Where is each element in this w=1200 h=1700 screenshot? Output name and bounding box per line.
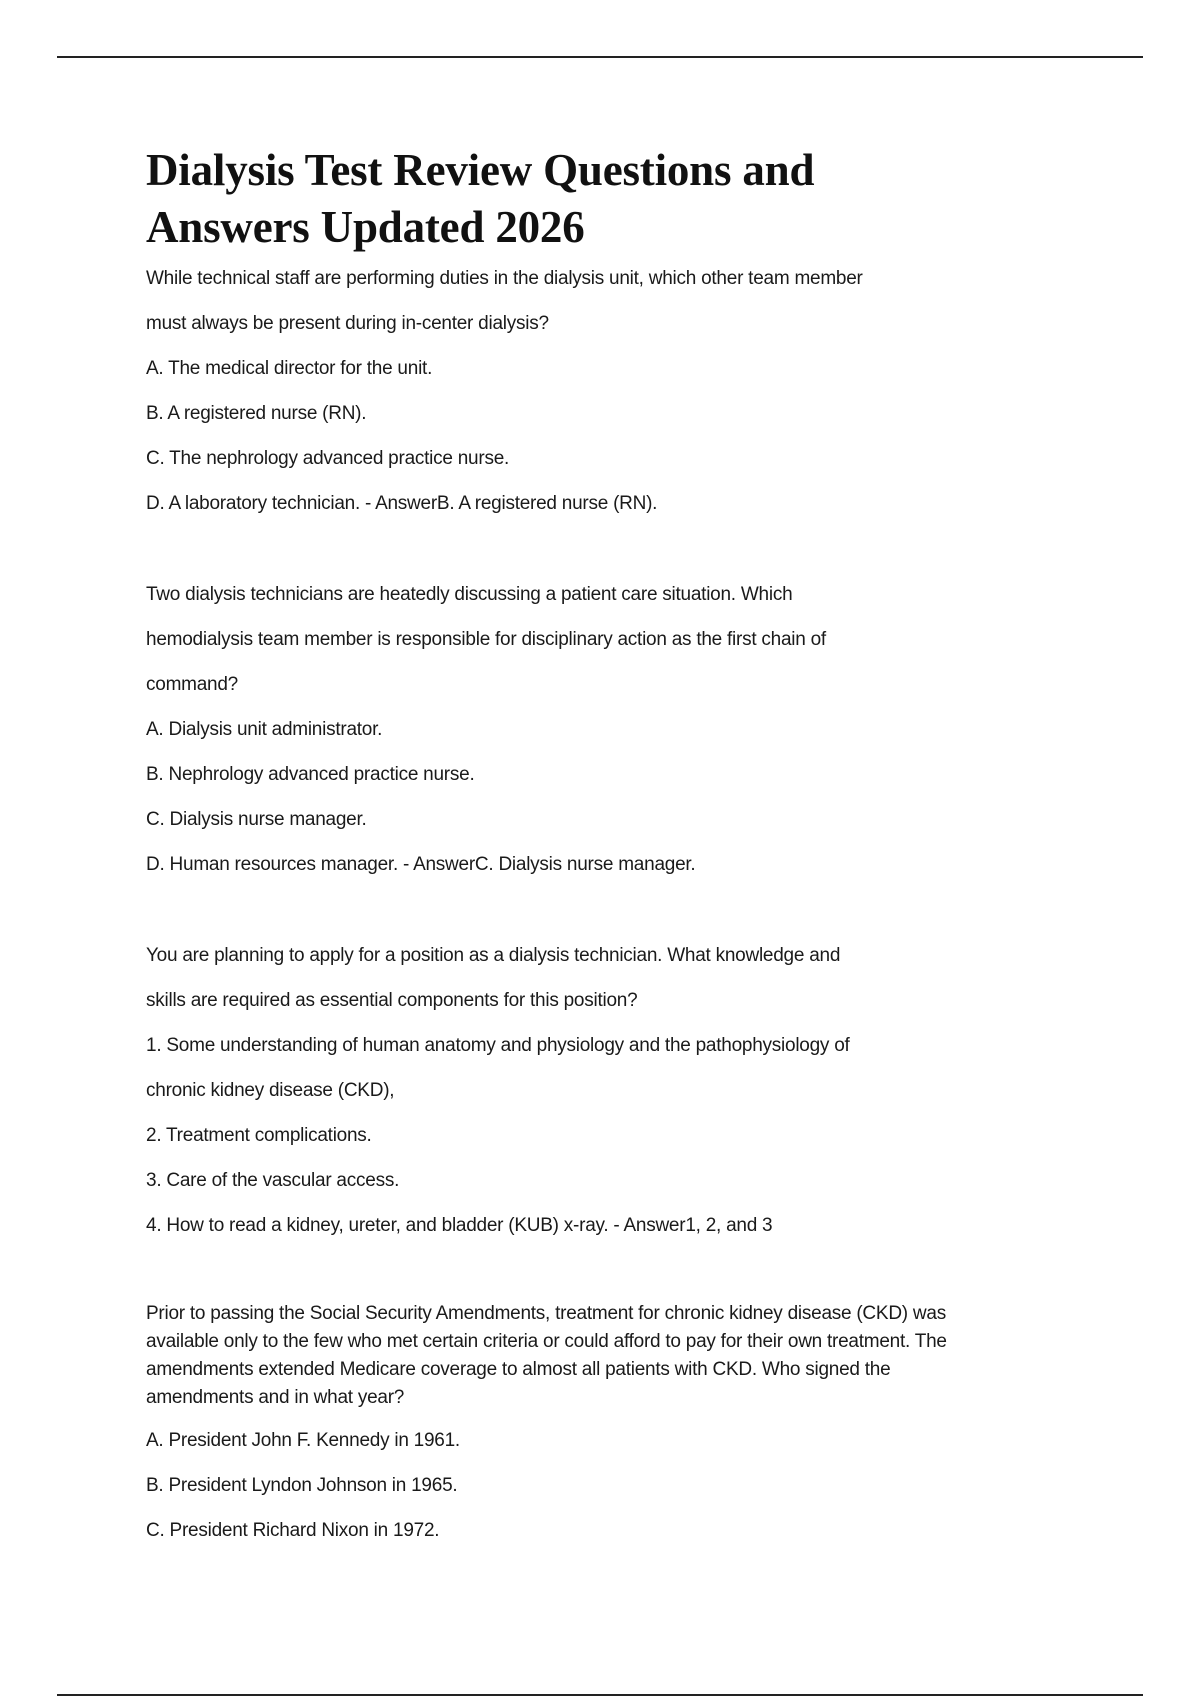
question-3 — [146, 933, 1066, 1248]
question-1 — [146, 256, 1066, 526]
answer-option: D. A laboratory technician. - AnswerB. A registered nurse (RN). — [146, 493, 658, 514]
answer-option: B. President Lyndon Johnson in 1965. — [146, 1475, 458, 1496]
answer-option: 3. Care of the vascular access. — [146, 1170, 400, 1191]
question-stem-line: amendments and in what year? — [146, 1387, 405, 1408]
question-stem-line: hemodialysis team member is responsible for disciplinary action as the first chain of — [146, 629, 826, 650]
answer-option: 2. Treatment complications. — [146, 1125, 372, 1146]
top-rule — [57, 56, 1143, 58]
bottom-rule — [57, 1694, 1143, 1696]
answer-option: C. The nephrology advanced practice nurse. — [146, 448, 510, 469]
question-stem-line: skills are required as essential components for this position? — [146, 990, 638, 1011]
question-stem-line: available only to the few who met certain criteria or could afford to pay for their own treatment. The — [146, 1331, 947, 1352]
document-title — [146, 142, 1066, 256]
document-body — [146, 142, 1066, 1553]
question-2 — [146, 572, 1066, 887]
question-4 — [146, 1294, 1066, 1553]
answer-option: 4. How to read a kidney, ureter, and bladder (KUB) x-ray. - Answer1, 2, and 3 — [146, 1215, 773, 1236]
question-stem-line: must always be present during in-center dialysis? — [146, 313, 549, 334]
answer-option: B. Nephrology advanced practice nurse. — [146, 764, 475, 785]
question-stem-line: While technical staff are performing duties in the dialysis unit, which other team member — [146, 268, 863, 289]
answer-option: A. Dialysis unit administrator. — [146, 719, 383, 740]
question-stem-line: Prior to passing the Social Security Amendments, treatment for chronic kidney disease (CKD) was — [146, 1303, 946, 1324]
title-line-2: Answers Updated 2026 — [146, 202, 585, 252]
title-line-1: Dialysis Test Review Questions and — [146, 145, 815, 195]
question-stem-line: command? — [146, 674, 238, 695]
answer-option: chronic kidney disease (CKD), — [146, 1080, 395, 1101]
answer-option: 1. Some understanding of human anatomy and physiology and the pathophysiology of — [146, 1035, 850, 1056]
question-stem-line: Two dialysis technicians are heatedly discussing a patient care situation. Which — [146, 584, 793, 605]
answer-option: D. Human resources manager. - AnswerC. Dialysis nurse manager. — [146, 854, 696, 875]
answer-option: A. President John F. Kennedy in 1961. — [146, 1430, 460, 1451]
question-stem — [146, 1294, 1066, 1418]
question-stem-line: amendments extended Medicare coverage to almost all patients with CKD. Who signed the — [146, 1359, 891, 1380]
answer-option: A. The medical director for the unit. — [146, 358, 433, 379]
answer-option: B. A registered nurse (RN). — [146, 403, 367, 424]
answer-option: C. President Richard Nixon in 1972. — [146, 1520, 440, 1541]
question-stem-line: You are planning to apply for a position as a dialysis technician. What knowledge and — [146, 945, 841, 966]
answer-option: C. Dialysis nurse manager. — [146, 809, 367, 830]
